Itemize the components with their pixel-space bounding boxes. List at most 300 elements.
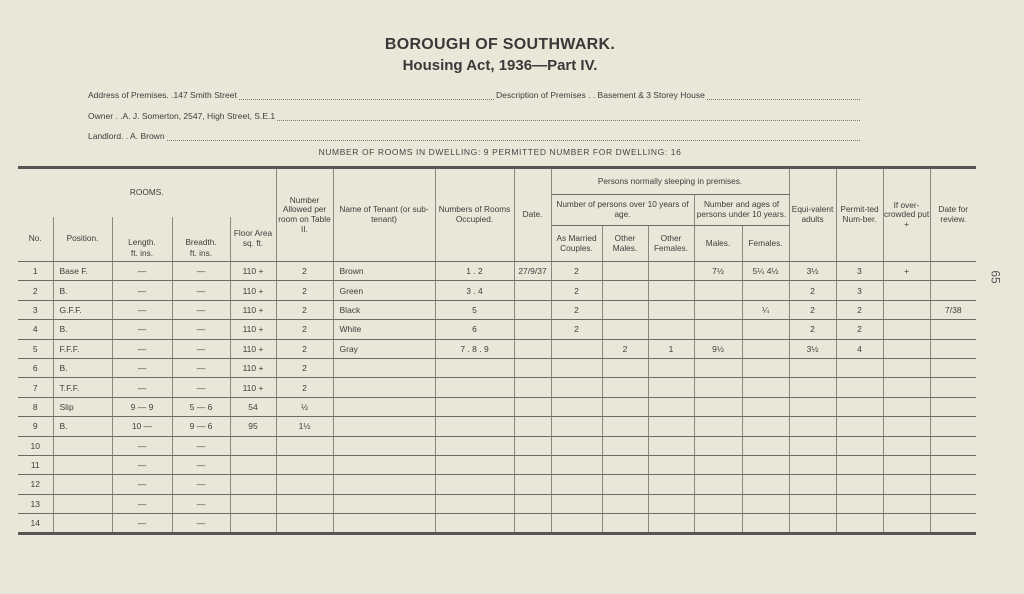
room-length: —	[112, 494, 172, 513]
permitted-number: 2	[836, 320, 883, 339]
review-date	[930, 378, 976, 397]
table-row	[18, 514, 976, 534]
permitted-number	[836, 378, 883, 397]
married-couples	[551, 397, 602, 416]
rooms-occupied	[435, 494, 514, 513]
table-row	[18, 494, 976, 513]
rooms-occupied	[435, 378, 514, 397]
rooms-occupied: 3 . 4	[435, 281, 514, 300]
other-males	[602, 300, 648, 319]
address-line	[88, 89, 860, 103]
overcrowded-mark	[883, 281, 930, 300]
married-couples: 2	[551, 262, 602, 281]
room-position	[53, 494, 112, 513]
room-breadth: —	[172, 358, 230, 377]
room-breadth: —	[172, 320, 230, 339]
males-under-10	[694, 281, 742, 300]
other-females	[648, 436, 694, 455]
floor-area: 95	[230, 417, 276, 436]
table-row	[18, 300, 976, 319]
room-length: —	[112, 262, 172, 281]
row-number: 5	[18, 339, 53, 358]
permitted-number	[836, 514, 883, 534]
room-position: T.F.F.	[53, 378, 112, 397]
tenant-name: Green	[333, 281, 435, 300]
married-couples	[551, 455, 602, 474]
males-under-10	[694, 436, 742, 455]
length-label: Length.	[112, 226, 172, 248]
room-position: B.	[53, 320, 112, 339]
room-breadth: —	[172, 455, 230, 474]
females-under-10	[742, 281, 789, 300]
females-under-10	[742, 358, 789, 377]
equivalent-adults: 2	[789, 281, 836, 300]
table-row	[18, 281, 976, 300]
review-date	[930, 397, 976, 416]
other-females	[648, 281, 694, 300]
equivalent-adults	[789, 417, 836, 436]
married-couples: 2	[551, 300, 602, 319]
landlord-field: Landlord. . A. Brown	[88, 131, 165, 141]
position-header: Position.	[53, 217, 112, 262]
floor-area: 110 +	[230, 378, 276, 397]
floor-area: 110 +	[230, 358, 276, 377]
room-length: —	[112, 281, 172, 300]
review-date	[930, 436, 976, 455]
males-under-10: 9½	[694, 339, 742, 358]
number-allowed-header: Number Allowed per room on Table II.	[276, 168, 333, 262]
overcrowded-mark	[883, 320, 930, 339]
review-date	[930, 514, 976, 534]
permitted-number: 2	[836, 300, 883, 319]
overcrowded-mark	[883, 397, 930, 416]
rooms-occupied	[435, 417, 514, 436]
equivalent-adults: 2	[789, 320, 836, 339]
date	[514, 514, 551, 534]
number-allowed: 2	[276, 378, 333, 397]
other-males: 2	[602, 339, 648, 358]
room-breadth: —	[172, 475, 230, 494]
floor-area: 110 +	[230, 320, 276, 339]
review-date: 7/38	[930, 300, 976, 319]
number-allowed	[276, 455, 333, 474]
review-date	[930, 320, 976, 339]
married-couples	[551, 417, 602, 436]
review-date	[930, 339, 976, 358]
description-field: Description of Premises . . Basement & 3 Storey House	[496, 90, 705, 100]
males-under-10: 7½	[694, 262, 742, 281]
floor-area: 110 +	[230, 339, 276, 358]
document-subtitle: Housing Act, 1936—Part IV.	[402, 57, 598, 74]
married-couples	[551, 494, 602, 513]
equivalent-adults	[789, 514, 836, 534]
date	[514, 358, 551, 377]
breadth-header	[172, 217, 230, 226]
floor-area	[230, 436, 276, 455]
permitted-number: 3	[836, 262, 883, 281]
overcrowded-mark	[883, 358, 930, 377]
equivalent-adults: 3½	[789, 262, 836, 281]
males-under-10	[694, 300, 742, 319]
rooms-header: ROOMS.	[18, 168, 276, 217]
equivalent-adults	[789, 475, 836, 494]
date	[514, 436, 551, 455]
equivalent-adults: 2	[789, 300, 836, 319]
room-position: Base F.	[53, 262, 112, 281]
other-females: 1	[648, 339, 694, 358]
table-row	[18, 339, 976, 358]
other-males	[602, 378, 648, 397]
females-under-10	[742, 455, 789, 474]
over-10-header: Number of persons over 10 years of age.	[551, 195, 694, 226]
room-position	[53, 455, 112, 474]
females-under-10: 5¼ 4½	[742, 262, 789, 281]
room-position: B.	[53, 417, 112, 436]
other-females	[648, 475, 694, 494]
date	[514, 417, 551, 436]
rooms-occupied: 1 . 2	[435, 262, 514, 281]
address-field: Address of Premises. .147 Smith Street	[88, 90, 237, 100]
row-number: 7	[18, 378, 53, 397]
other-males	[602, 475, 648, 494]
persons-sleeping-header: Persons normally sleeping in premises.	[551, 168, 789, 195]
row-number: 11	[18, 455, 53, 474]
other-females	[648, 417, 694, 436]
row-number: 14	[18, 514, 53, 534]
equivalent-adults	[789, 455, 836, 474]
review-date-header: Date for review.	[930, 168, 976, 262]
married-couples	[551, 378, 602, 397]
permitted-number	[836, 494, 883, 513]
table-row	[18, 417, 976, 436]
permitted-number	[836, 436, 883, 455]
date	[514, 397, 551, 416]
row-number: 1	[18, 262, 53, 281]
permitted-number	[836, 397, 883, 416]
floor-area: 110 +	[230, 300, 276, 319]
date	[514, 455, 551, 474]
tenant-name	[333, 475, 435, 494]
room-length: —	[112, 339, 172, 358]
review-date	[930, 455, 976, 474]
equivalent-adults	[789, 358, 836, 377]
other-females	[648, 378, 694, 397]
rooms-occupied: 6	[435, 320, 514, 339]
room-breadth: 9 — 6	[172, 417, 230, 436]
rooms-occupied	[435, 397, 514, 416]
other-males	[602, 514, 648, 534]
other-females-header: Other Females.	[648, 226, 694, 262]
males-under-10	[694, 397, 742, 416]
table-row	[18, 262, 976, 281]
males-under-10	[694, 455, 742, 474]
room-breadth: —	[172, 262, 230, 281]
males-under-10	[694, 494, 742, 513]
review-date	[930, 494, 976, 513]
room-breadth: —	[172, 281, 230, 300]
table-row	[18, 475, 976, 494]
floor-area-header: Floor Area sq. ft.	[230, 217, 276, 262]
other-males	[602, 397, 648, 416]
date	[514, 494, 551, 513]
other-males	[602, 358, 648, 377]
owner-line	[88, 110, 860, 124]
tenant-name	[333, 397, 435, 416]
room-length: —	[112, 436, 172, 455]
number-allowed: 2	[276, 262, 333, 281]
row-number: 9	[18, 417, 53, 436]
number-allowed	[276, 436, 333, 455]
number-allowed: 1½	[276, 417, 333, 436]
number-allowed: ½	[276, 397, 333, 416]
other-females	[648, 300, 694, 319]
other-males	[602, 494, 648, 513]
other-females	[648, 494, 694, 513]
owner-field: Owner . .A. J. Somerton, 2547, High Street, S.E.1	[88, 111, 276, 121]
floor-area: 54	[230, 397, 276, 416]
other-males	[602, 436, 648, 455]
permitted-number: 3	[836, 281, 883, 300]
register-rows	[18, 262, 976, 534]
tenant-name	[333, 455, 435, 474]
room-length: —	[112, 514, 172, 534]
document-title: BOROUGH OF SOUTHWARK.	[384, 36, 616, 53]
room-length: —	[112, 320, 172, 339]
females-under-10	[742, 436, 789, 455]
room-position	[53, 475, 112, 494]
table-row	[18, 320, 976, 339]
overcrowded-header: If over-crowded put +	[883, 168, 930, 262]
date-header: Date.	[514, 168, 551, 262]
tenant-name: White	[333, 320, 435, 339]
females-under-10	[742, 339, 789, 358]
room-position: B.	[53, 358, 112, 377]
other-males	[602, 417, 648, 436]
females-under-10	[742, 494, 789, 513]
other-females	[648, 262, 694, 281]
married-couples: 2	[551, 281, 602, 300]
date	[514, 339, 551, 358]
room-length: —	[112, 455, 172, 474]
males-under-10	[694, 514, 742, 534]
no-header: No.	[18, 217, 53, 262]
equivalent-adults: 3½	[789, 339, 836, 358]
review-date	[930, 475, 976, 494]
married-couples	[551, 436, 602, 455]
floor-area: 110 +	[230, 281, 276, 300]
breadth-label: Breadth.	[172, 226, 230, 248]
females-under-10	[742, 378, 789, 397]
date	[514, 300, 551, 319]
room-position: G.F.F.	[53, 300, 112, 319]
page-number: 65	[988, 270, 1003, 284]
males-under-10	[694, 475, 742, 494]
number-allowed	[276, 475, 333, 494]
review-date	[930, 358, 976, 377]
date	[514, 281, 551, 300]
rooms-occupied	[435, 514, 514, 534]
other-females	[648, 358, 694, 377]
married-couples	[551, 339, 602, 358]
other-females	[648, 397, 694, 416]
register-table	[18, 166, 976, 535]
room-breadth: —	[172, 339, 230, 358]
room-breadth: —	[172, 436, 230, 455]
room-breadth: —	[172, 494, 230, 513]
room-position: F.F.F.	[53, 339, 112, 358]
date	[514, 378, 551, 397]
landlord-line	[88, 130, 860, 144]
permitted-number	[836, 475, 883, 494]
floor-area	[230, 514, 276, 534]
equivalent-adults	[789, 378, 836, 397]
tenant-name	[333, 494, 435, 513]
overcrowded-mark	[883, 475, 930, 494]
number-allowed: 2	[276, 300, 333, 319]
rooms-occupied: 5	[435, 300, 514, 319]
males-under-10	[694, 320, 742, 339]
females-under-10	[742, 514, 789, 534]
tenant-name: Brown	[333, 262, 435, 281]
table-row	[18, 397, 976, 416]
tenant-name: Gray	[333, 339, 435, 358]
room-length: —	[112, 475, 172, 494]
room-breadth: —	[172, 300, 230, 319]
other-females	[648, 455, 694, 474]
review-date	[930, 281, 976, 300]
review-date	[930, 262, 976, 281]
under-10-header: Number and ages of persons under 10 years.	[694, 195, 789, 226]
length-units: ft. ins.	[112, 248, 172, 262]
room-position	[53, 514, 112, 534]
date	[514, 320, 551, 339]
equivalent-adults	[789, 397, 836, 416]
permitted-number	[836, 455, 883, 474]
married-couples	[551, 358, 602, 377]
males-under-10	[694, 378, 742, 397]
overcrowded-mark	[883, 494, 930, 513]
room-breadth: —	[172, 378, 230, 397]
overcrowded-mark	[883, 300, 930, 319]
row-number: 6	[18, 358, 53, 377]
number-allowed	[276, 514, 333, 534]
equivalent-adults	[789, 494, 836, 513]
number-allowed: 2	[276, 281, 333, 300]
row-number: 2	[18, 281, 53, 300]
overcrowded-mark: +	[883, 262, 930, 281]
females-under-10	[742, 417, 789, 436]
permitted-number-header: Permit-ted Num-ber.	[836, 168, 883, 262]
other-males	[602, 455, 648, 474]
rooms-occupied-header: Numbers of Rooms Occupied.	[435, 168, 514, 262]
row-number: 4	[18, 320, 53, 339]
date: 27/9/37	[514, 262, 551, 281]
room-breadth: —	[172, 514, 230, 534]
row-number: 12	[18, 475, 53, 494]
permitted-number	[836, 358, 883, 377]
equivalent-adults	[789, 436, 836, 455]
married-couples	[551, 475, 602, 494]
room-length: —	[112, 300, 172, 319]
review-date	[930, 417, 976, 436]
overcrowded-mark	[883, 339, 930, 358]
married-header: As Married Couples.	[551, 226, 602, 262]
floor-area	[230, 494, 276, 513]
row-number: 10	[18, 436, 53, 455]
room-length: 9 — 9	[112, 397, 172, 416]
equivalent-adults-header: Equi-valent adults	[789, 168, 836, 262]
males-under-10	[694, 417, 742, 436]
floor-area: 110 +	[230, 262, 276, 281]
tenant-name	[333, 417, 435, 436]
males-under-10	[694, 358, 742, 377]
table-row	[18, 455, 976, 474]
rooms-occupied	[435, 436, 514, 455]
tenant-name	[333, 358, 435, 377]
tenant-name-header: Name of Tenant (or sub-tenant)	[333, 168, 435, 262]
tenant-name	[333, 378, 435, 397]
rooms-occupied	[435, 455, 514, 474]
rooms-occupied: 7 . 8 . 9	[435, 339, 514, 358]
tenant-name: Black	[333, 300, 435, 319]
room-breadth: 5 — 6	[172, 397, 230, 416]
row-number: 8	[18, 397, 53, 416]
other-males	[602, 281, 648, 300]
table-row	[18, 358, 976, 377]
row-number: 13	[18, 494, 53, 513]
tenant-name	[333, 514, 435, 534]
room-position: Slip	[53, 397, 112, 416]
rooms-summary: NUMBER OF ROOMS IN DWELLING: 9 PERMITTED NUMBER FOR DWELLING: 16	[318, 147, 682, 157]
other-males	[602, 320, 648, 339]
married-couples: 2	[551, 320, 602, 339]
breadth-units: ft. ins.	[172, 248, 230, 262]
floor-area	[230, 475, 276, 494]
females-under-10	[742, 320, 789, 339]
other-males	[602, 262, 648, 281]
number-allowed: 2	[276, 358, 333, 377]
overcrowded-mark	[883, 514, 930, 534]
room-length: —	[112, 358, 172, 377]
table-row	[18, 378, 976, 397]
room-length: —	[112, 378, 172, 397]
table-row	[18, 436, 976, 455]
row-number: 3	[18, 300, 53, 319]
date	[514, 475, 551, 494]
females-header: Females.	[742, 226, 789, 262]
males-header: Males.	[694, 226, 742, 262]
overcrowded-mark	[883, 436, 930, 455]
females-under-10	[742, 397, 789, 416]
married-couples	[551, 514, 602, 534]
other-males-header: Other Males.	[602, 226, 648, 262]
overcrowded-mark	[883, 455, 930, 474]
number-allowed: 2	[276, 339, 333, 358]
length-header	[112, 217, 172, 226]
number-allowed: 2	[276, 320, 333, 339]
overcrowded-mark	[883, 417, 930, 436]
permitted-number: 4	[836, 339, 883, 358]
room-position: B.	[53, 281, 112, 300]
floor-area	[230, 455, 276, 474]
number-allowed	[276, 494, 333, 513]
rooms-occupied	[435, 475, 514, 494]
rooms-occupied	[435, 358, 514, 377]
overcrowded-mark	[883, 378, 930, 397]
tenant-name	[333, 436, 435, 455]
females-under-10: ¼	[742, 300, 789, 319]
permitted-number	[836, 417, 883, 436]
